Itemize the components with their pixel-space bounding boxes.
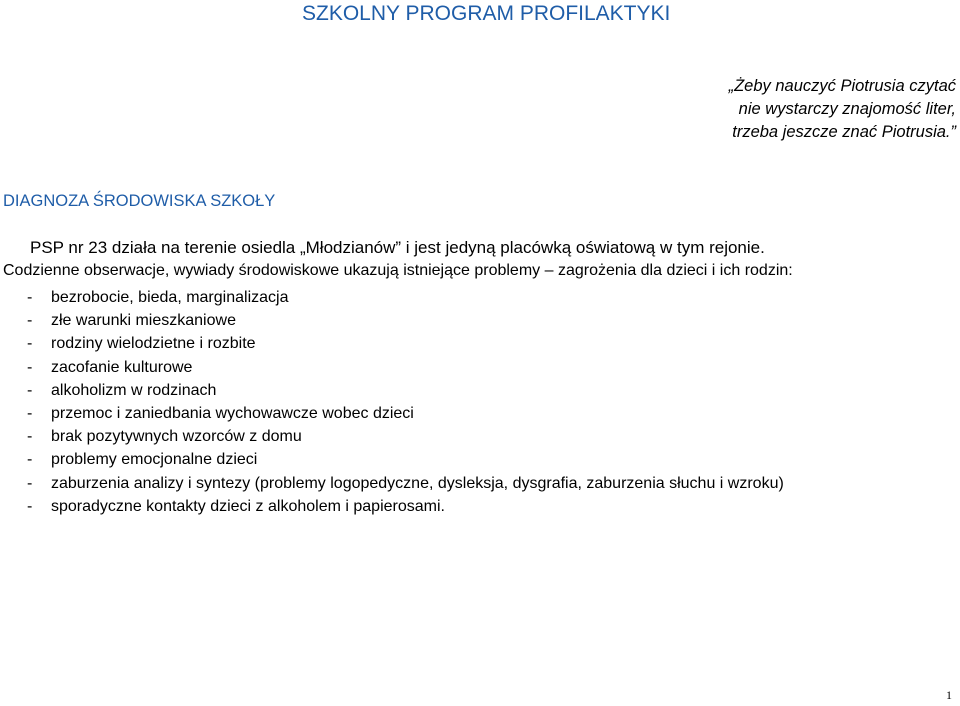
- list-item-text: problemy emocjonalne dzieci: [51, 451, 258, 469]
- bullet-dash: -: [27, 404, 33, 422]
- list-item: [3, 356, 784, 379]
- bullet-dash: -: [27, 289, 33, 306]
- section-heading: DIAGNOZA ŚRODOWISKA SZKOŁY: [3, 192, 276, 210]
- bullet-dash: -: [27, 312, 33, 330]
- list-item-text: zacofanie kulturowe: [51, 358, 193, 376]
- epigraph-quote: [729, 75, 956, 144]
- list-item: [3, 332, 784, 355]
- list-item-text: przemoc i zaniedbania wychowawcze wobec dzieci: [51, 404, 414, 422]
- bullet-dash: -: [27, 358, 33, 376]
- list-item-text: zaburzenia analizy i syntezy (problemy logopedyczne, dysleksja, dysgrafia, zaburzenia słuchu i wzroku): [51, 474, 784, 492]
- list-item: [3, 472, 784, 495]
- page-number: 1: [946, 688, 952, 702]
- list-item-text: rodziny wielodzietne i rozbite: [51, 335, 256, 353]
- list-item: [3, 495, 784, 518]
- list-item: [3, 379, 784, 402]
- epigraph-line: trzeba jeszcze znać Piotrusia.”: [732, 123, 956, 141]
- list-item: [3, 286, 784, 309]
- issues-list: [3, 286, 784, 518]
- bullet-dash: -: [27, 335, 33, 353]
- list-item-text: złe warunki mieszkaniowe: [51, 312, 236, 330]
- observations-paragraph: Codzienne obserwacje, wywiady środowiskowe ukazują istniejące problemy – zagrożenia dla dzieci i ich rodzin:: [3, 262, 793, 279]
- list-item-text: sporadyczne kontakty dzieci z alkoholem i papierosami.: [51, 497, 445, 515]
- list-item-text: bezrobocie, bieda, marginalizacja: [51, 289, 289, 306]
- list-item: [3, 309, 784, 332]
- epigraph-line: nie wystarczy znajomość liter,: [738, 100, 956, 118]
- list-item-text: brak pozytywnych wzorców z domu: [51, 428, 302, 446]
- bullet-dash: -: [27, 381, 33, 399]
- bullet-dash: -: [27, 451, 33, 469]
- intro-paragraph: PSP nr 23 działa na terenie osiedla „Młodzianów” i jest jedyną placówką oświatową w tym rejonie.: [30, 238, 765, 257]
- bullet-dash: -: [27, 497, 33, 515]
- list-item: [3, 448, 784, 471]
- document-title: SZKOLNY PROGRAM PROFILAKTYKI: [302, 2, 671, 25]
- bullet-dash: -: [27, 428, 33, 446]
- list-item: [3, 402, 784, 425]
- list-item-text: alkoholizm w rodzinach: [51, 381, 217, 399]
- bullet-dash: -: [27, 474, 33, 492]
- list-item: [3, 425, 784, 448]
- epigraph-line: „Żeby nauczyć Piotrusia czytać: [728, 77, 956, 95]
